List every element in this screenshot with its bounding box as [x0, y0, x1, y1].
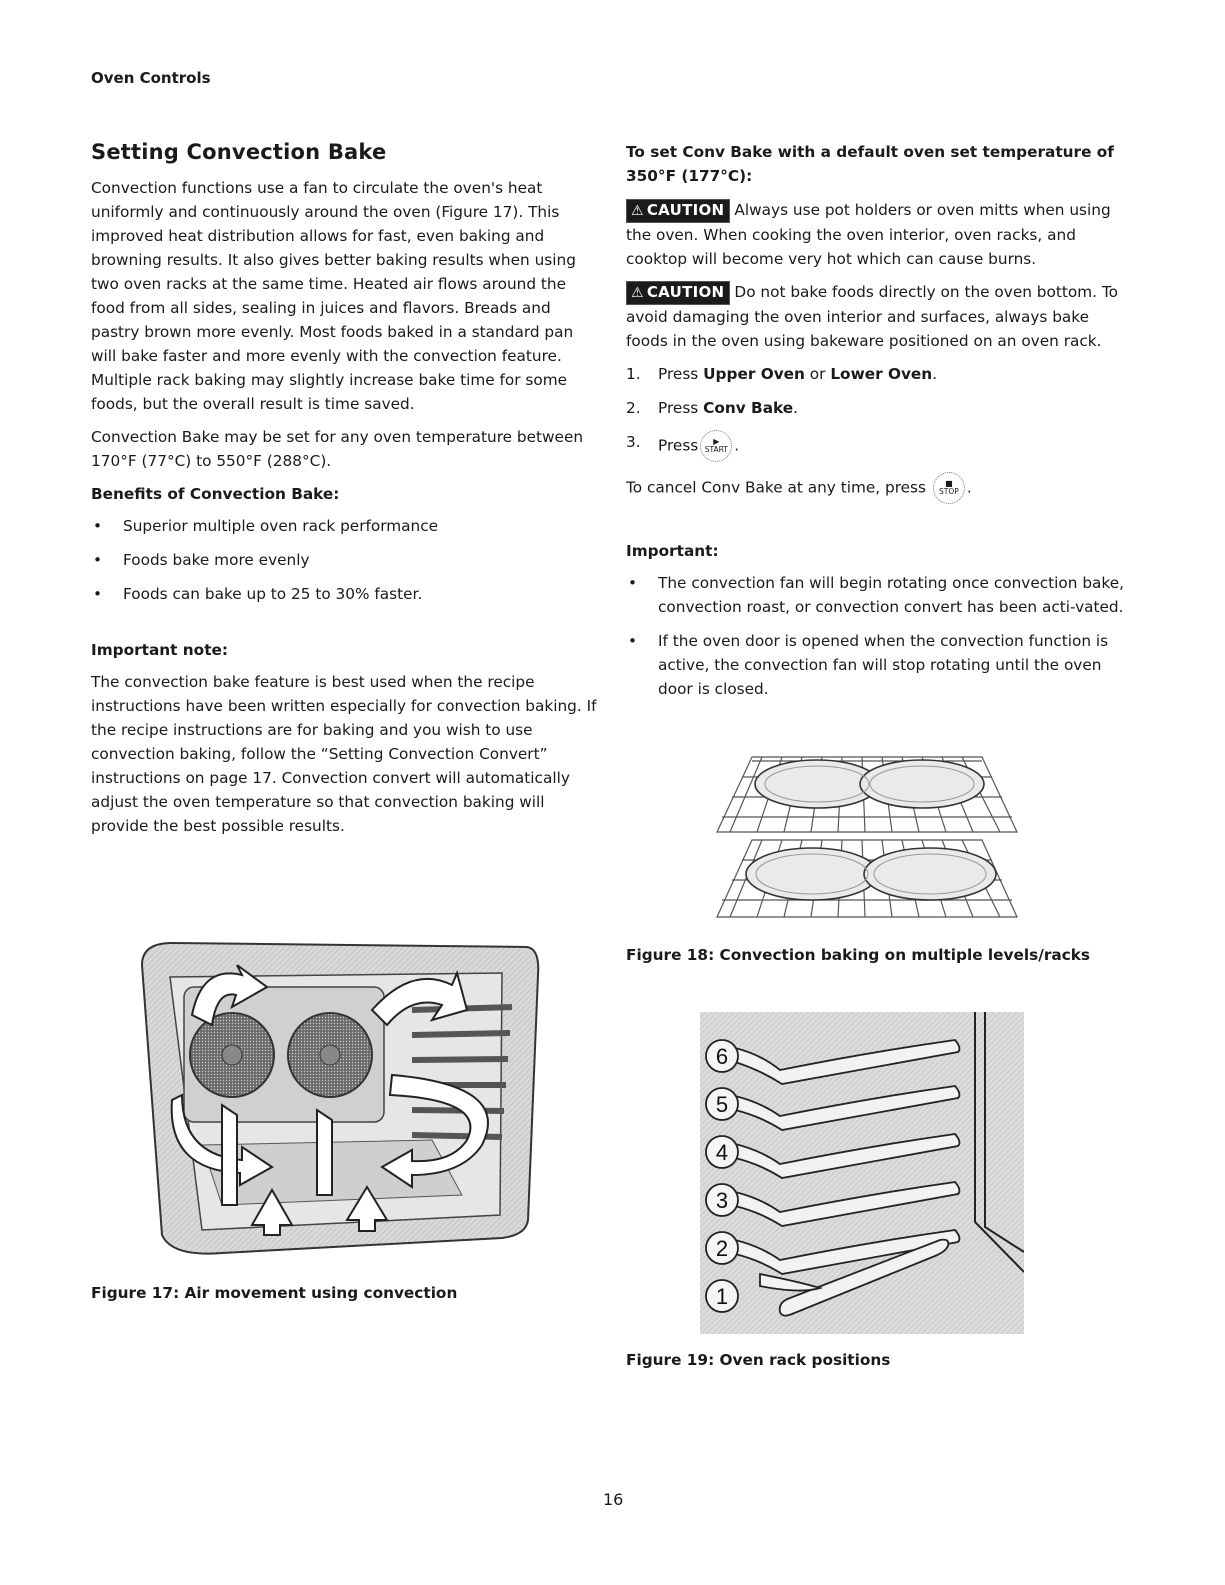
figure-19-caption: Figure 19: Oven rack positions	[626, 1351, 891, 1369]
temperature-range-paragraph: Convection Bake may be set for any oven temperature between 170°F (77°C) to 550°F (288°C).	[91, 428, 584, 470]
rack-position-label: 1	[715, 1284, 729, 1309]
list-item: • Superior multiple oven rack performance	[91, 514, 601, 538]
left-column	[91, 140, 601, 847]
list-item: • If the oven door is opened when the convection function is active, the convection fan will stop rotating until the oven door is closed.	[626, 629, 1131, 701]
list-item: 1. Press Upper Oven or Lower Oven.	[626, 365, 938, 383]
benefits-list	[91, 514, 601, 606]
intro-paragraph: Convection functions use a fan to circulate the oven's heat uniformly and continuously around the oven (Figure 17). This improved heat distribution allows for fast, even baking and browning results. It also gives better baking results when using two oven racks at the same time. Heated air flows around the food from all sides, sealing in juices and flavors. Breads and pastry brown more evenly. Most foods baked in a standard pan will bake faster and more evenly with the convection feature. Multiple rack baking may slightly increase bake time for some foods, but the overall result is time saved.	[91, 179, 576, 413]
figure-18-illustration	[712, 752, 1022, 922]
important-note-heading: Important note:	[91, 641, 228, 659]
page-number: 16	[603, 1490, 624, 1509]
important-heading: Important:	[626, 542, 719, 560]
benefits-heading: Benefits of Convection Bake:	[91, 485, 340, 503]
rack-position-label: 4	[715, 1140, 729, 1165]
rack-position-label: 5	[715, 1092, 729, 1117]
figure-17-caption: Figure 17: Air movement using convection	[91, 1284, 458, 1302]
rack-position-label: 2	[715, 1236, 729, 1261]
list-item: • Foods bake more evenly	[91, 548, 601, 572]
warning-icon: ⚠	[631, 203, 644, 219]
important-note-paragraph: The convection bake feature is best used when the recipe instructions have been written especially for convection baking. If the recipe instructions are for baking and you wish to use convection baking, follow the “Setting Convection Convert” instructions on page 17. Convection convert will automatically adjust the oven temperature so that convection baking will provide the best possible results.	[91, 673, 597, 835]
set-conv-bake-heading: To set Conv Bake with a default oven set temperature of 350°F (177°C):	[626, 143, 1114, 185]
important-list	[626, 571, 1131, 701]
figure-18-caption: Figure 18: Convection baking on multiple levels/racks	[626, 946, 1091, 964]
rack-position-label: 3	[715, 1188, 729, 1213]
caution-paragraph-2: ⚠ CAUTION Do not bake foods directly on the oven bottom. To avoid damaging the oven interior and surfaces, always bake foods in the oven using bakeware positioned on an oven rack.	[626, 283, 1118, 350]
steps-list	[626, 362, 1131, 462]
rack-position-label: 6	[715, 1044, 729, 1069]
list-item: 2. Press Conv Bake.	[626, 399, 799, 417]
caution-badge: ⚠ CAUTION	[626, 199, 730, 223]
list-item: 3. Press ▶ START .	[626, 430, 1131, 462]
warning-icon: ⚠	[631, 285, 644, 301]
list-item: • The convection fan will begin rotating once convection bake, convection roast, or convection convert has been acti-vated.	[626, 571, 1131, 619]
start-button-icon: ▶ START	[700, 430, 732, 462]
caution-badge: ⚠ CAUTION	[626, 281, 730, 305]
cancel-paragraph: To cancel Conv Bake at any time, press ■ STOP .	[626, 472, 1131, 504]
right-column	[626, 140, 1131, 711]
stop-button-icon: ■ STOP	[933, 472, 965, 504]
list-item: • Foods can bake up to 25 to 30% faster.	[91, 582, 601, 606]
section-header: Oven Controls	[91, 69, 211, 87]
page-title: Setting Convection Bake	[91, 140, 387, 164]
figure-19-illustration	[700, 1012, 1024, 1334]
figure-17-illustration	[132, 935, 544, 1265]
caution-paragraph-1: ⚠ CAUTION Always use pot holders or oven mitts when using the oven. When cooking the oven interior, oven racks, and cooktop will become very hot which can cause burns.	[626, 201, 1111, 268]
